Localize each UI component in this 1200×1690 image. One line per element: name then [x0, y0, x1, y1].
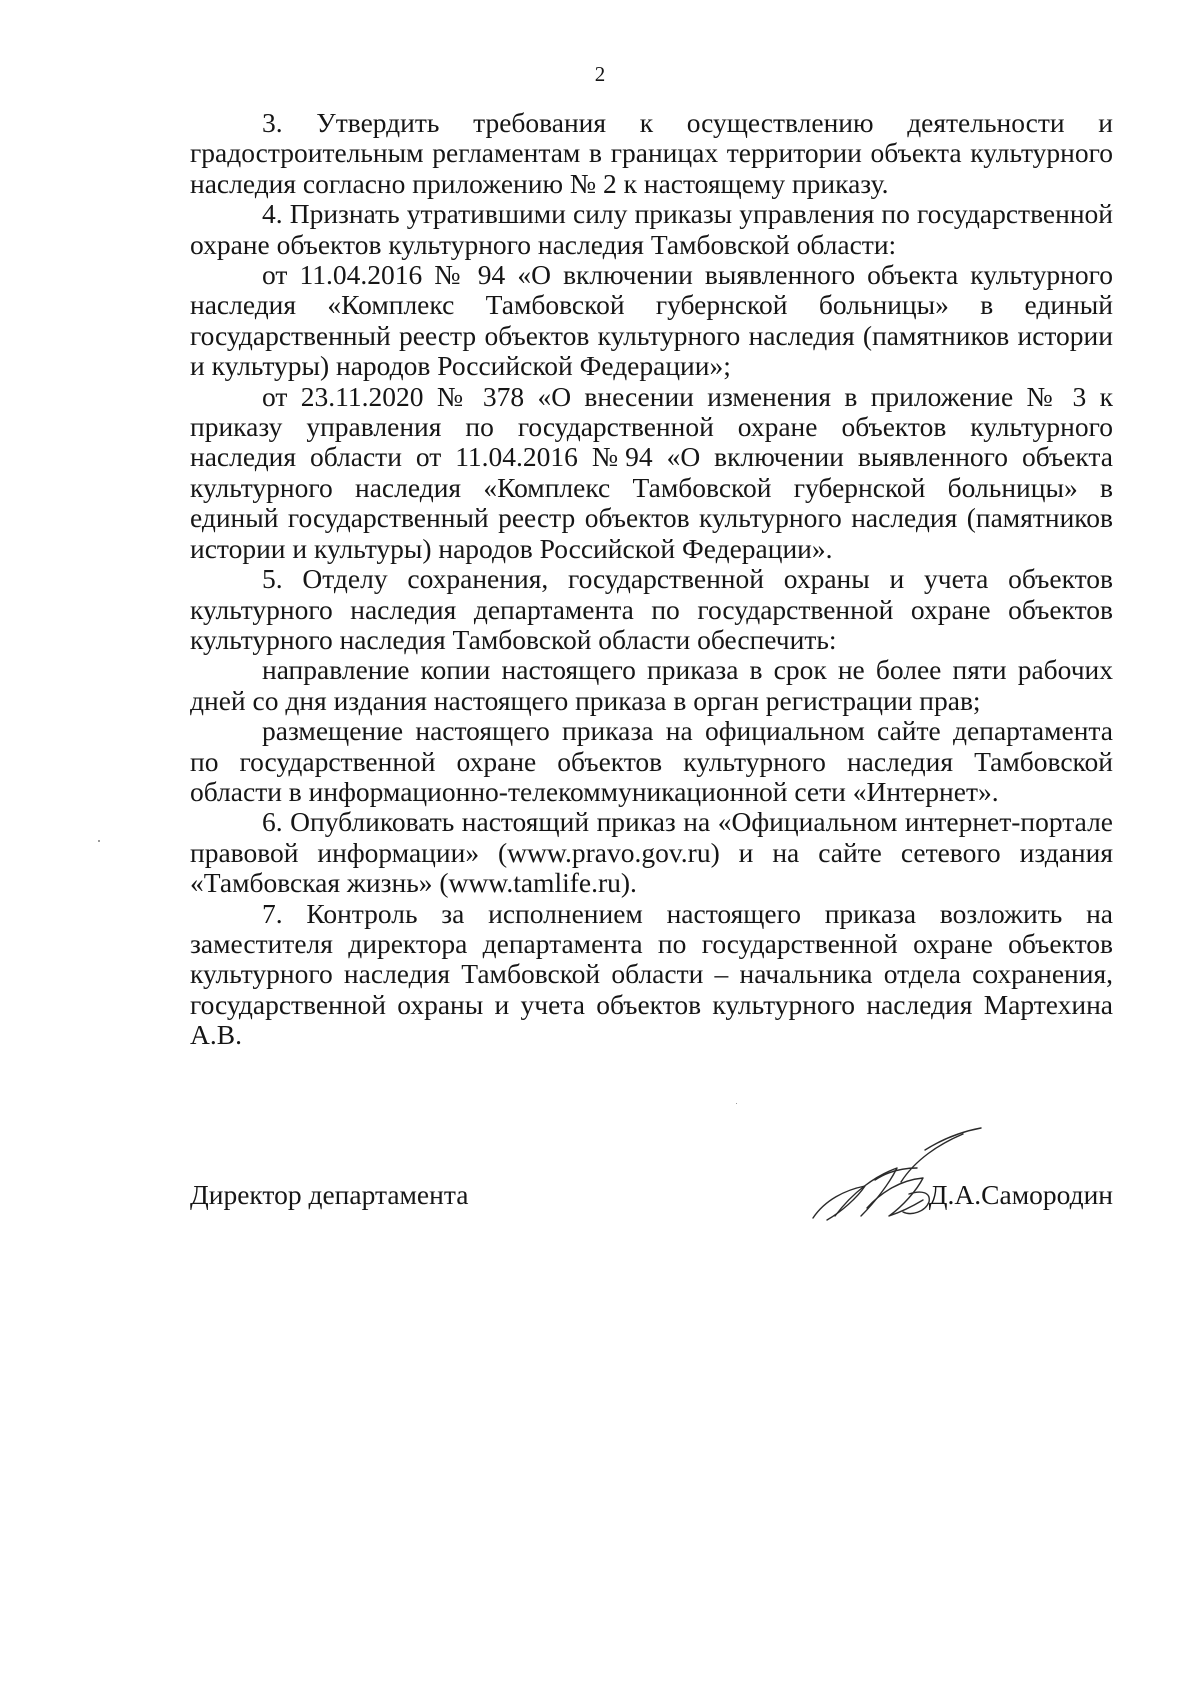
document-body	[190, 108, 1113, 1051]
page-number: 2	[594, 62, 606, 86]
paragraph-item-6: 6. Опубликовать настоящий приказ на «Официальном интернет-портале правовой информации» (www.pravo.gov.ru) и на сайте сетевого издания «Тамбовская жизнь» (www.tamlife.ru).	[190, 806, 1113, 899]
paragraph-item-4: 4. Признать утратившими силу приказы управления по государственной охране объектов культурного наследия Тамбовской области:	[190, 198, 1113, 260]
paragraph-item-3: 3. Утвердить требования к осуществлению деятельности и градостроительным регламентам в границах территории объекта культурного наследия согласно приложению № 2 к настоящему приказу.	[190, 107, 1113, 199]
paragraph-item-5: 5. Отделу сохранения, государственной охраны и учета объектов культурного наследия департамента по государственной охране объектов культурного наследия Тамбовской области обеспечить:	[190, 563, 1113, 655]
scan-speck	[98, 840, 100, 842]
signature-block	[190, 1172, 1113, 1242]
handwritten-signature-icon	[805, 1120, 985, 1230]
signatory-position: Директор департамента	[190, 1179, 469, 1210]
scan-speck	[736, 1103, 737, 1104]
paragraph-item-7: 7. Контроль за исполнением настоящего приказа возложить на заместителя директора департамента по государственной охране объектов культурного наследия Тамбовской области – начальника отдела сохранения, государственной охраны и учета объектов культурного наследия Мартехина А.В.	[190, 897, 1113, 1051]
paragraph-send-copy: направление копии настоящего приказа в срок не более пяти рабочих дней со дня издания настоящего приказа в орган регистрации прав;	[190, 654, 1113, 716]
paragraph-repealed-order-2016: от 11.04.2016 № 94 «О включении выявленного объекта культурного наследия «Комплекс Тамбовской губернской больницы» в единый государственный реестр объектов культурного наследия (памятников истории и культуры) народов Российской Федерации»;	[190, 259, 1113, 382]
paragraph-repealed-order-2020: от 23.11.2020 № 378 «О внесении изменения в приложение № 3 к приказу управления по государственной охране объектов культурного наследия области от 11.04.2016 №94 «О включении выявленного объекта культурного наследия «Комплекс Тамбовской губернской больницы» в единый государственный реестр объектов культурного наследия (памятников истории и культуры) народов Российской Федерации».	[190, 380, 1113, 564]
signatory-name: Д.А.Самородин	[928, 1179, 1113, 1210]
paragraph-publish-website: размещение настоящего приказа на официальном сайте департамента по государственной охране объектов культурного наследия Тамбовской области в информационно-телекоммуникационной сети «Интернет».	[190, 715, 1113, 807]
